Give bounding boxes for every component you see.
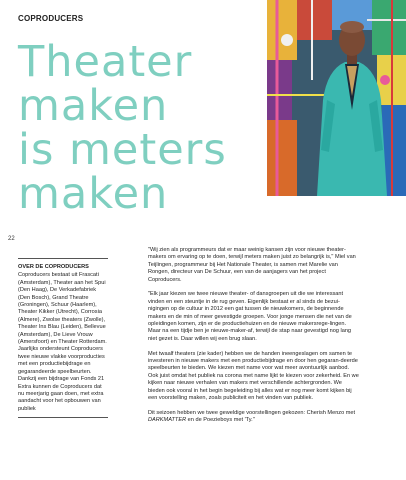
- section-label: COPRODUCERS: [18, 14, 84, 23]
- paragraph-1: "Wij zien als programmeurs dat er maar weinig kansen zijn voor nieuwe theater-makers om ervaring op te doen, terwijl meters maken juist zo belangrijk is," Miel van Teijlingen, programmeur bij Het Nationale Theater, is samen met Marelie van Rongen, directeur van De Schuur, een van de aanjagers van het project Coproducers.: [148, 247, 356, 283]
- headline-line-3: is meters: [18, 125, 227, 175]
- headline-line-4: maken: [18, 169, 169, 219]
- page-number: 22: [8, 236, 15, 242]
- article-body: [148, 247, 360, 432]
- headline: [18, 37, 268, 219]
- paragraph-2: "Elk jaar kiezen we twee nieuwe theater- of dansgroepen uit die we interessant vinden en een steuntje in de rug geven. Eigenlijk bestaat er al sinds de bezui-nigingen op de cultuur in 2012 een gat tussen de nieuwkomers, de beginnende makers en de min of meer gevestigde groepen. Voor jonge mensen die net van de opleidingen komen, zijn er de productiehuizen en de nieuwe makersrege-lingen. Maar na een tijdje ben je nieuwe-maker-af, terwijl de stap naar gevestigd nog lang niet gezet is. Daar willen wij een brug slaan.: [148, 291, 352, 342]
- paragraph-4: [148, 410, 360, 425]
- paragraph-4-suffix: en de Poezieboys met 'Ty.": [186, 417, 255, 424]
- production-title: DARKMATTER: [148, 417, 187, 424]
- paragraph-4-prefix: Dit seizoen hebben we twee geweldige voorstellingen gekozen: Cherish Menzo met: [148, 409, 356, 416]
- headline-line-2: maken: [18, 81, 169, 131]
- sidebar-title: OVER DE COPRODUCERS: [18, 264, 89, 270]
- sidebar-box: [18, 258, 108, 418]
- paragraph-3: Met twaalf theaters (zie kader) hebben we de handen ineengeslagen om samen te investeren in nieuwe makers met een productiebijdrage en door hen gegaran-deerde speelbeurten te bieden. We kiezen met name voor wat meer avontuurlijk aanbod. Ook juist omdat het publiek na corona met name lijkt te kiezen voor zekerheid. En we kijken naar nieuwe verhalen van makers met verschillende achtergronden. We bieden ook vooral in het begin begeleiding bij alles wat er nog meer komt kijken bij een voorstelling maken, zoals publiciteit en het vinden van publiek.: [148, 350, 359, 402]
- headline-line-1: Theater: [18, 37, 193, 87]
- portrait-photo: [267, 0, 406, 196]
- sidebar-body: Coproducers bestaat uit Frascati (Amsterdam), Theater aan het Spui (Den Haag), De Verkadefabriek (Den Bosch), Grand Theatre (Groningen), Schuur (Haarlem), Theater Kikker (Utrecht), Corrosia (Almere), Zwolse theaters (Zwolle), Theater Ins Blau (Leiden), Bellevue (Amsterdam), De Lieve Vrouw (Amersfoort) en Theater Rotterdam. Jaarlijks ondersteunt Coproducers twee nieuwe vlakke voorproducties met een productiebijdrage en gegarandeerde speelbeurten. Dankzij een bijdrage van Fonds 21 Extra kunnen de Coproducers dat nu meerjarig gaan doen, met extra aandacht voor het opbouwen van publiek: [18, 272, 107, 412]
- sidebar-divider: [18, 417, 108, 418]
